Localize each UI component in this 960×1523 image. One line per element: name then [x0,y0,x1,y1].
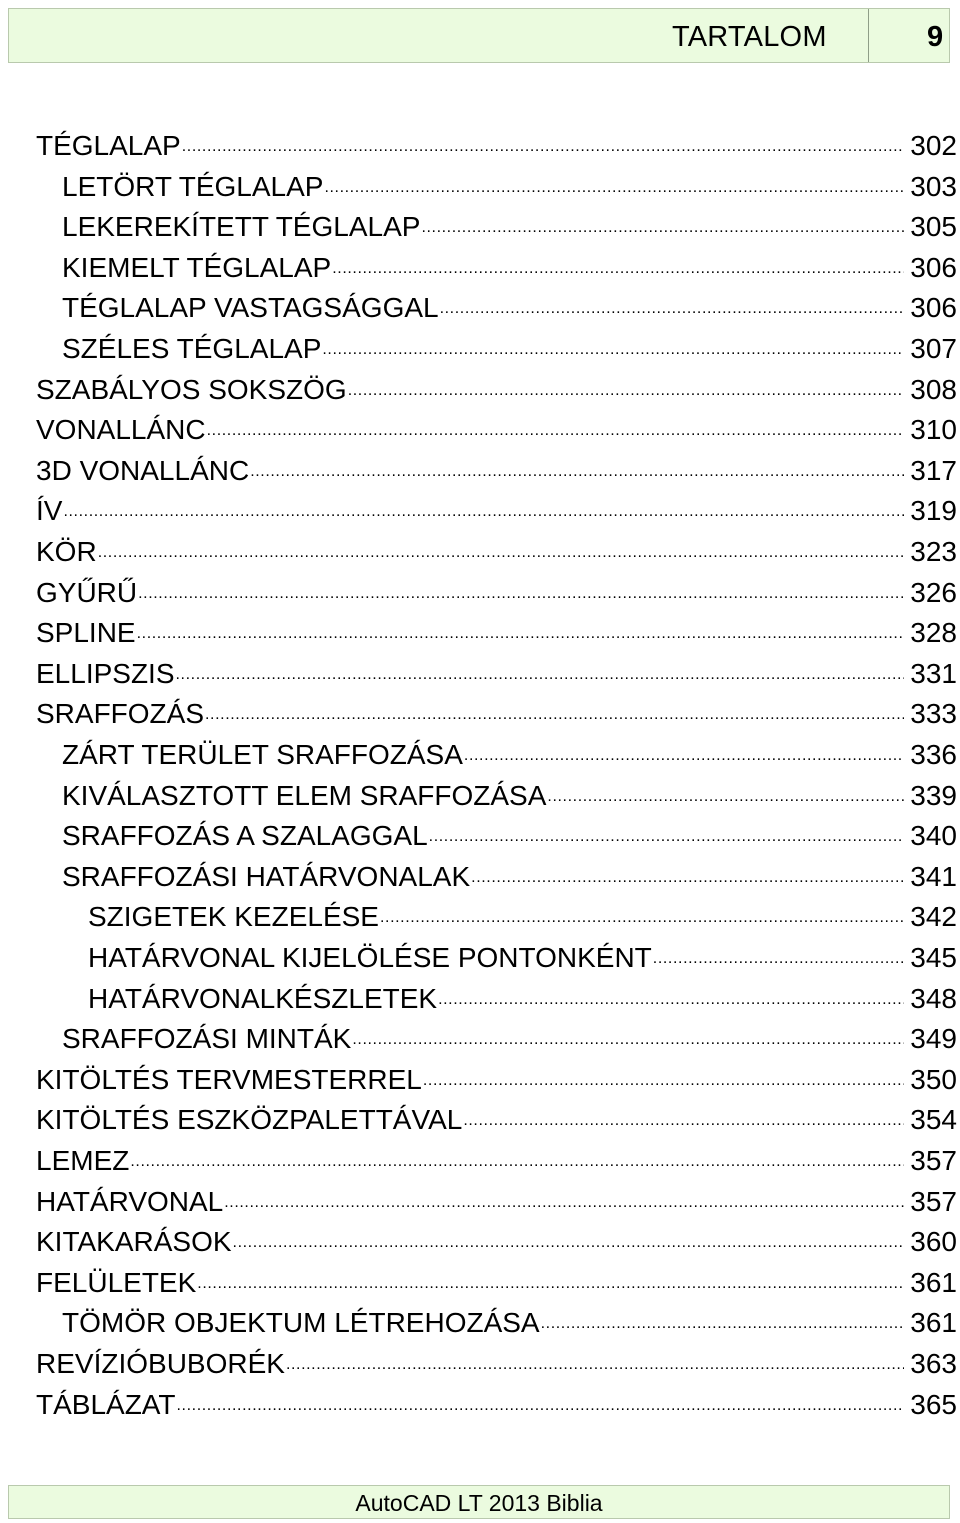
toc-entry-page: 365 [910,1388,957,1420]
header-divider [868,9,869,62]
toc-entry-page: 306 [910,292,957,324]
toc-entry[interactable] [36,610,957,650]
toc-entry-page: 303 [910,170,957,202]
toc-entry-page: 342 [910,901,957,933]
toc-entry-title: GYŰRŰ [36,576,138,608]
toc-entry-title: ÍV [36,495,63,527]
toc-entry-page: 341 [910,860,957,892]
toc-entry-title: SZÉLES TÉGLALAP [62,333,322,364]
dot-leader [352,1029,904,1051]
toc-entry[interactable] [36,448,957,488]
toc-entry-page: 302 [910,130,957,161]
dot-leader [207,420,905,442]
chapter-title: TARTALOM [672,21,827,53]
toc-entry-page: 328 [910,617,957,649]
dot-leader [233,1232,905,1254]
toc-entry-title: KITAKARÁSOK [36,1226,232,1258]
dot-leader [541,1313,905,1335]
dot-leader [423,1070,904,1092]
toc-entry[interactable] [36,529,957,569]
toc-entry-page: 360 [910,1226,957,1258]
toc-entry-page: 319 [910,495,957,527]
dot-leader [324,177,904,199]
toc-entry[interactable] [88,976,957,1016]
toc-entry-page: 333 [910,698,957,730]
toc-entry[interactable] [62,164,957,204]
dot-leader [438,989,904,1011]
toc-entry[interactable] [36,1179,957,1219]
toc-entry-title: SZIGETEK KEZELÉSE [88,901,379,933]
dot-leader [471,867,904,889]
toc-entry-page: 308 [910,373,957,405]
toc-entry-page: 348 [910,982,957,1014]
dot-leader [176,664,905,686]
toc-entry-title: HATÁRVONAL [36,1185,224,1217]
toc-entry-title: LEKEREKÍTETT TÉGLALAP [62,211,421,243]
toc-entry-page: 354 [910,1104,957,1136]
toc-entry[interactable] [62,1300,957,1340]
toc-entry-title: ZÁRT TERÜLET SRAFFOZÁSA [62,739,463,770]
dot-leader [348,380,905,402]
dot-leader [464,745,904,767]
toc-entry-page: 306 [910,251,957,283]
toc-entry-title: REVÍZIÓBUBORÉK [36,1348,285,1379]
toc-entry-title: TÉGLALAP [36,130,181,161]
book-title: AutoCAD LT 2013 Biblia [355,1490,603,1516]
toc-entry-title: ELLIPSZIS [36,657,175,689]
toc-entry-title: SPLINE [36,617,136,649]
dot-leader [205,704,904,726]
toc-entry-page: 350 [910,1063,957,1095]
toc-entry-title: SRAFFOZÁS [36,698,205,730]
toc-entry[interactable] [36,691,957,731]
toc-entry-title: TÉGLALAP VASTAGSÁGGAL [62,292,439,324]
dot-leader [63,501,904,523]
toc-entry-page: 307 [910,333,957,364]
page-header [8,8,950,63]
toc-entry[interactable] [88,894,957,934]
toc-entry[interactable] [36,1219,957,1259]
toc-entry-page: 336 [910,739,957,770]
toc-entry-page: 349 [910,1023,957,1055]
dot-leader [182,136,905,158]
dot-leader [380,907,904,929]
toc-entry-page: 331 [910,657,957,689]
dot-leader [429,826,905,848]
toc-entry-title: SRAFFOZÁS A SZALAGGAL [62,820,428,852]
toc-entry[interactable] [88,935,957,975]
dot-leader [224,1192,904,1214]
toc-entry-title: HATÁRVONALKÉSZLETEK [88,982,438,1014]
toc-entry-title: KIVÁLASZTOTT ELEM SRAFFOZÁSA [62,779,547,811]
page-number: 9 [927,21,944,53]
toc-entry-title: SRAFFOZÁSI MINTÁK [62,1023,352,1055]
toc-entry-title: KÖR [36,536,97,567]
toc-entry-title: LEMEZ [36,1145,130,1176]
toc-entry[interactable] [62,773,957,813]
toc-entry[interactable] [62,245,957,285]
toc-entry-title: SZABÁLYOS SOKSZÖG [36,373,347,405]
dot-leader [250,461,904,483]
toc-entry[interactable] [62,813,957,853]
toc-entry[interactable] [62,854,957,894]
toc-entry-title: LETÖRT TÉGLALAP [62,170,324,202]
toc-entry[interactable] [62,732,957,772]
toc-entry[interactable] [62,1016,957,1056]
toc-entry-page: 339 [910,779,957,811]
toc-entry-page: 361 [910,1266,957,1298]
toc-entry-title: 3D VONALLÁNC [36,454,250,486]
toc-entry[interactable] [36,570,957,610]
page-footer [8,1485,950,1519]
toc-entry[interactable] [36,1097,957,1137]
dot-leader [440,298,905,320]
toc-entry-page: 357 [910,1145,957,1176]
toc-entry[interactable] [36,1057,957,1097]
toc-entry[interactable] [36,488,957,528]
toc-entry-page: 357 [910,1185,957,1217]
toc-entry-page: 340 [910,820,957,852]
toc-entry-title: KITÖLTÉS ESZKÖZPALETTÁVAL [36,1104,463,1136]
toc-entry-title: SRAFFOZÁSI HATÁRVONALAK [62,860,471,892]
toc-entry[interactable] [36,1382,957,1422]
dot-leader [138,583,904,605]
toc-entry-title: HATÁRVONAL KIJELÖLÉSE PONTONKÉNT [88,942,652,973]
toc-entry[interactable] [62,326,957,366]
toc-entry-page: 363 [910,1348,957,1379]
dot-leader [177,1395,905,1417]
toc-entry-page: 305 [910,211,957,243]
toc-entry[interactable] [36,367,957,407]
toc-entry-page: 310 [910,414,957,446]
dot-leader [332,258,904,280]
toc-entry[interactable] [36,1138,957,1178]
dot-leader [130,1151,904,1173]
toc-entry-page: 361 [910,1307,957,1339]
toc-entry-page: 326 [910,576,957,608]
toc-entry[interactable] [36,407,957,447]
toc-entry-page: 317 [910,454,957,486]
dot-leader [322,339,904,361]
dot-leader [286,1354,904,1376]
toc-entry[interactable] [36,1341,957,1381]
toc-entry-title: TÁBLÁZAT [36,1388,176,1420]
dot-leader [653,948,904,970]
toc-entry[interactable] [62,204,957,244]
toc-entry-title: FELÜLETEK [36,1266,197,1298]
dot-leader [98,542,905,564]
toc-entry-page: 323 [910,536,957,567]
dot-leader [137,623,905,645]
toc-entry-title: VONALLÁNC [36,414,206,446]
dot-leader [547,786,904,808]
toc-entry[interactable] [36,1260,957,1300]
toc-entry-title: KIEMELT TÉGLALAP [62,251,332,283]
toc-entry-title: TÖMÖR OBJEKTUM LÉTREHOZÁSA [62,1307,540,1339]
dot-leader [197,1273,904,1295]
toc-entry-page: 345 [910,942,957,973]
dot-leader [421,217,904,239]
dot-leader [463,1110,904,1132]
toc-entry[interactable] [36,123,957,163]
toc-entry[interactable] [36,651,957,691]
toc-entry-title: KITÖLTÉS TERVMESTERREL [36,1063,422,1095]
toc-entry[interactable] [62,285,957,325]
